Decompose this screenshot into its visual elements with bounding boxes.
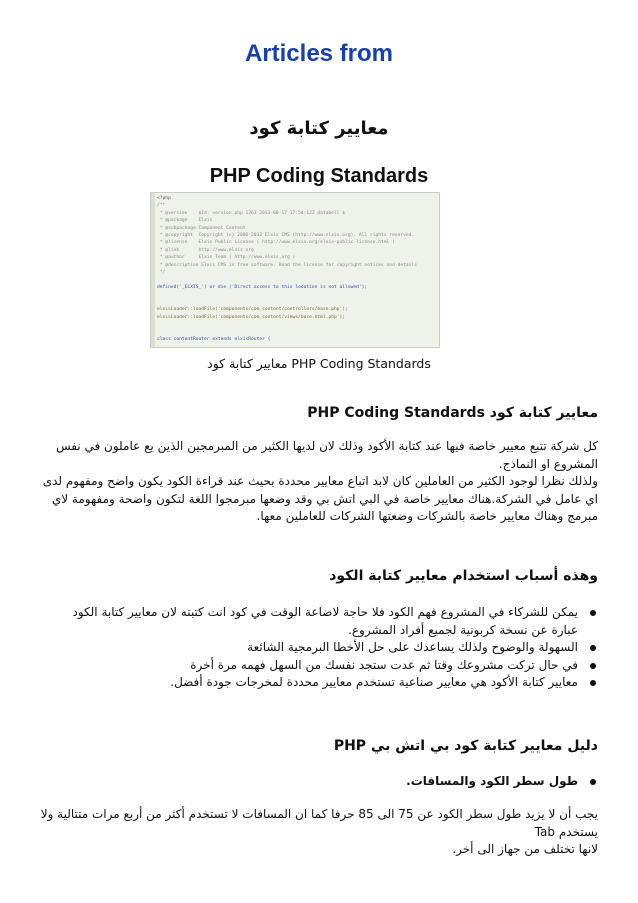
list-item (40, 657, 598, 675)
code-lines (157, 195, 417, 343)
code-line: class contentRouter extends elxisRouter { (157, 336, 271, 342)
bullet-icon (590, 680, 596, 686)
code-screenshot (150, 192, 440, 348)
code-line: * @package Elxis (157, 218, 213, 224)
list-item-text: يمكن للشركاء في المشروع فهم الكود فلا حاجة لاضاعة الوقت في كود انت كتبته لان معايير كتابة الكود (72, 605, 578, 619)
code-line: * @version $Id: version.php 1263 2013-08-17 17:54:12Z databell $ (157, 210, 346, 216)
section2-heading: وهذه أسباب استخدام معايير كتابة الكود (329, 568, 598, 584)
reasons-list (40, 604, 598, 692)
paragraph-line: يستخدم Tab (534, 824, 598, 839)
article-title-arabic: معايير كتابة كود (249, 118, 389, 139)
section3-heading: دليل معايير كتابة كود بي اتش بي PHP (333, 738, 598, 754)
code-line: elxisLoader::loadFile('components/com_content/views/base.html.php'); (157, 314, 346, 320)
paragraph-line: اي عامل في الشركة.هناك معايير خاصة في البي اتش بي وقد وضعها مبرمجوا اللغة لتكون واضحة ومفهومة لاي (51, 491, 598, 506)
page-title: Articles from (244, 40, 394, 67)
article-title-php: PHP Coding Standards (209, 165, 429, 187)
section1-heading: معايير كتابة كود PHP Coding Standards (307, 405, 598, 421)
guide-list (40, 773, 598, 791)
code-line: */ (157, 270, 166, 276)
paragraph-line: ولذلك نظرا لوجود الكثير من العاملين كان لابد اتباع معايير محددة بحيث عند قراءة الكود يكون واضح ومفهوم لدى (42, 474, 598, 488)
list-item-text: في حال تركت مشروعك وقتا ثم عدت ستجد نفسك من السهل فهمه مرة أخرة (190, 657, 578, 672)
list-item (40, 604, 598, 639)
list-item-text: طول سطر الكود والمسافات. (406, 774, 578, 788)
bullet-icon (590, 645, 596, 651)
code-line: * @subpackage Component Content (157, 225, 246, 231)
code-line: * @license Elxis Public License ( http://www.elxis.org/elxis-public-license.html ) (157, 240, 395, 246)
section1-paragraph (40, 438, 598, 526)
code-line: <?php (157, 196, 171, 201)
code-line: * @copyright Copyright (c) 2006-2012 Elxis CMS (http://www.elxis.org). All rights reserved. (157, 233, 415, 239)
list-item (40, 773, 598, 791)
list-item-text: معايير كتابة الأكود هي معايير صناعية تستخدم معايير محددة لمخرجات جودة أفضل. (170, 675, 578, 689)
code-line: * @author Elxis Team ( http://www.elxis.org ) (157, 255, 296, 261)
list-item (40, 639, 598, 657)
bullet-icon (590, 663, 596, 669)
code-gutter (151, 193, 155, 347)
bullet-icon (590, 610, 596, 616)
paragraph-line: يجب أن لا يزيد طول سطر الكود عن 75 الى 85 حرفا كما ان المسافات لا تستخدم أكثر من أربع مرات متتالية ولا (40, 807, 598, 821)
paragraph-line: لانها تختلف من جهاز الى أخر. (452, 842, 598, 856)
paragraph-line: مبرمج وهناك معايير خاصة بالشركات وضعتها الشركات للعاملين معها. (256, 509, 598, 523)
code-line: elxisLoader::loadFile('components/com_content/controllers/base.php'); (157, 307, 348, 313)
bullet-icon (590, 779, 596, 785)
list-item-text: عبارة عن نسخة كربونية لجميع أفراد المشروع. (348, 622, 578, 637)
paragraph-line: كل شركة تتبع معيير خاصة فيها عند كتابة الأكود وذلك لان لديها الكثير من المبرمجين الذين يع عاملون في نفس (55, 439, 598, 453)
code-line: * @description Elxis CMS is free software. Read the license for copyright notices and details (157, 262, 417, 268)
code-line: * @link http://www.elxis.org (157, 247, 254, 253)
list-item (40, 674, 598, 692)
code-line: /** (157, 203, 166, 209)
list-item-text: السهولة والوضوح ولذلك يساعدك على حل الأخطا البرمجية الشائعة (247, 640, 578, 654)
code-line: defined('_ELXIS_') or die ('Direct access to this location is not allowed'); (157, 284, 368, 290)
paragraph-line: المشروع او النماذج. (498, 456, 598, 471)
image-caption: PHP Coding Standards معايير كتابة كود (207, 356, 431, 371)
section3-paragraph (40, 806, 598, 859)
